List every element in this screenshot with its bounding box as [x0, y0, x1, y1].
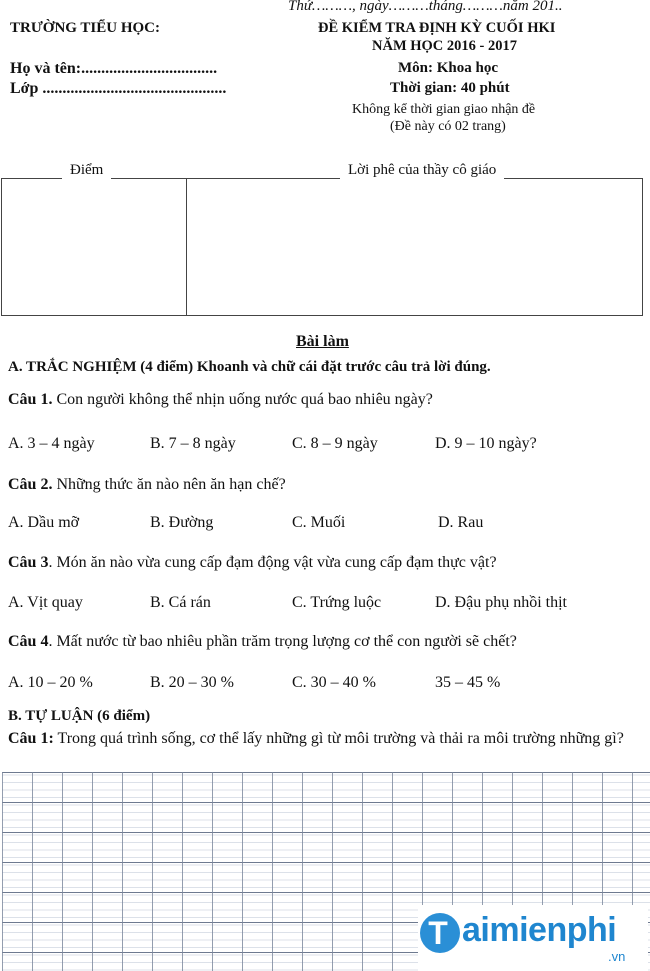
- q4-option-d[interactable]: 35 – 45 %: [435, 674, 501, 691]
- question-2: [8, 476, 286, 494]
- subject: Môn: Khoa học: [398, 60, 499, 76]
- q4-option-b[interactable]: B. 20 – 30 %: [150, 674, 234, 691]
- score-comment-box: [1, 178, 643, 316]
- taimienphi-logo: [418, 905, 648, 971]
- logo-suffix: .vn: [608, 949, 626, 964]
- q1-option-b[interactable]: B. 7 – 8 ngày: [150, 435, 236, 452]
- teacher-comment-label: Lời phê của thầy cô giáo: [340, 162, 504, 179]
- logo-text: aimienphi: [462, 911, 617, 949]
- exam-title: ĐỀ KIỂM TRA ĐỊNH KỲ CUỐI HKI: [318, 20, 556, 36]
- question-text: Những thức ăn nào nên ăn hạn chế?: [52, 476, 286, 493]
- question-1: [8, 391, 433, 409]
- q2-option-b[interactable]: B. Đường: [150, 514, 214, 531]
- time-note: Không kể thời gian giao nhận đề: [352, 102, 536, 117]
- q3-option-d[interactable]: D. Đậu phụ nhồi thịt: [435, 594, 567, 611]
- question-3: [8, 554, 497, 572]
- q3-option-c[interactable]: C. Trứng luộc: [292, 594, 382, 611]
- q1-option-c[interactable]: C. 8 – 9 ngày: [292, 435, 378, 452]
- score-label: Điểm: [62, 162, 111, 179]
- question-label: Câu 1:: [8, 730, 54, 747]
- question-label: Câu 3: [8, 554, 49, 571]
- section-heading: Bài làm: [296, 333, 349, 350]
- date-line: Thứ………, ngày………tháng………năm 201..: [288, 0, 563, 14]
- q1-option-d[interactable]: D. 9 – 10 ngày?: [435, 435, 537, 452]
- school-year: NĂM HỌC 2016 - 2017: [372, 38, 517, 54]
- q4-option-a[interactable]: A. 10 – 20 %: [8, 674, 93, 691]
- part-a-title: A. TRẮC NGHIỆM (4 điểm) Khoanh và chữ cái đặt trước câu trả lời đúng.: [8, 359, 491, 375]
- page-count-note: (Đề này có 02 trang): [390, 119, 506, 134]
- question-text: Trong quá trình sống, cơ thể lấy những gì từ môi trường và thải ra môi trường những gì?: [53, 730, 624, 747]
- question-text: . Mất nước từ bao nhiêu phần trăm trọng lượng cơ thể con người sẽ chết?: [48, 633, 517, 650]
- question-label: Câu 1.: [8, 391, 53, 408]
- student-name-field: Họ và tên:..................................: [10, 60, 218, 77]
- q3-option-b[interactable]: B. Cá rán: [150, 594, 211, 611]
- q1-option-a[interactable]: A. 3 – 4 ngày: [8, 435, 95, 452]
- q2-option-a[interactable]: A. Dầu mỡ: [8, 514, 80, 531]
- duration: Thời gian: 40 phút: [390, 80, 510, 96]
- q4-option-c[interactable]: C. 30 – 40 %: [292, 674, 376, 691]
- q2-option-d[interactable]: D. Rau: [438, 514, 484, 531]
- question-text: Con người không thể nhịn uống nước quá bao nhiêu ngày?: [52, 391, 433, 408]
- q2-option-c[interactable]: C. Muối: [292, 514, 346, 531]
- logo-mark: T: [428, 915, 448, 951]
- question-label: Câu 2.: [8, 476, 53, 493]
- box-divider: [186, 179, 187, 315]
- q3-option-a[interactable]: A. Vịt quay: [8, 594, 83, 611]
- question-4: [8, 633, 517, 651]
- class-field: Lớp ..............................................: [10, 80, 227, 97]
- part-b-title: B. TỰ LUẬN (6 điểm): [8, 708, 151, 724]
- question-text: . Món ăn nào vừa cung cấp đạm động vật vừa cung cấp đạm thực vật?: [48, 554, 497, 571]
- question-label: Câu 4: [8, 633, 49, 650]
- essay-question: [8, 728, 640, 750]
- school-name: TRƯỜNG TIỂU HỌC:: [10, 20, 161, 36]
